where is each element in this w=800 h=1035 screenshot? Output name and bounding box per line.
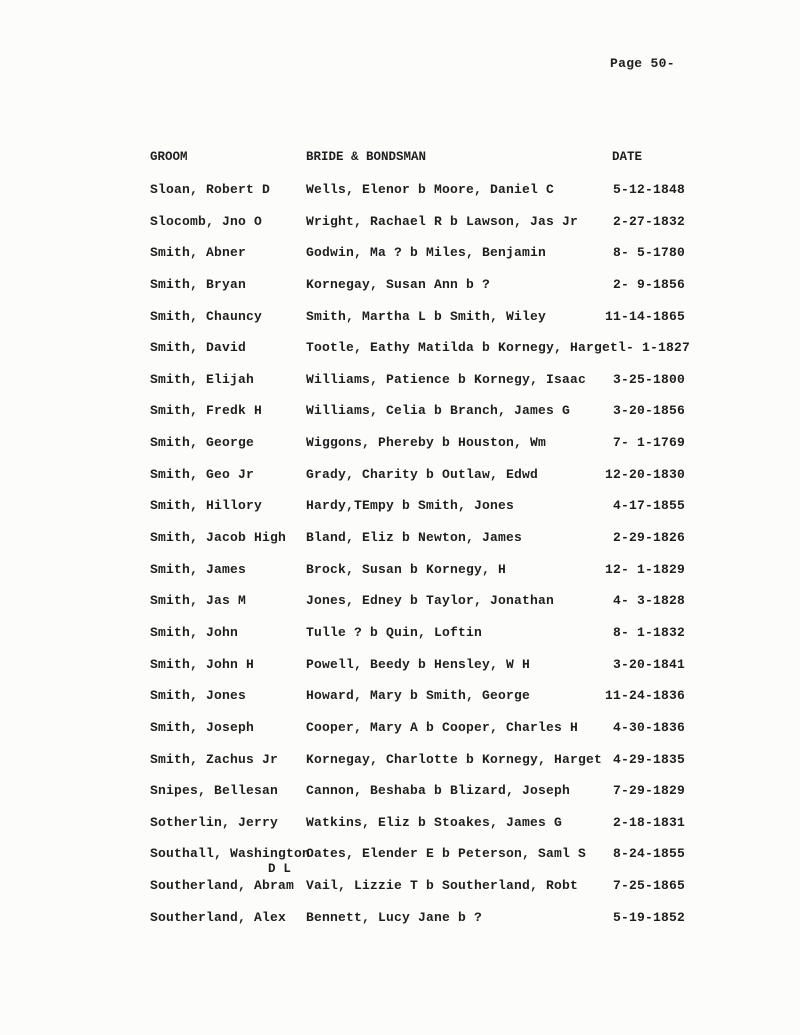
- groom-name: Smith, Jones: [150, 688, 247, 704]
- record-row: [0, 846, 800, 878]
- record-row: [0, 593, 800, 625]
- record-row: [0, 657, 800, 689]
- marriage-records-list: [0, 182, 800, 941]
- bride-and-bondsman: Grady, Charity b Outlaw, Edwd: [306, 466, 539, 482]
- groom-name: Sotherlin, Jerry: [150, 814, 279, 830]
- groom-name: Smith, Fredk H: [150, 403, 263, 419]
- groom-name: Smith, David: [150, 340, 247, 356]
- groom-name: Southall, Washington: [150, 846, 311, 862]
- groom-name: Smith, John: [150, 624, 239, 640]
- bride-and-bondsman: Williams, Celia b Branch, James G: [306, 403, 571, 419]
- bride-and-bondsman: Wiggons, Phereby b Houston, Wm: [306, 435, 547, 451]
- record-row: [0, 372, 800, 404]
- bride-and-bondsman: Kornegay, Susan Ann b ?: [306, 276, 491, 292]
- record-row: [0, 562, 800, 594]
- groom-name: Smith, Geo Jr: [150, 466, 255, 482]
- groom-name: Smith, Chauncy: [150, 308, 263, 324]
- marriage-date: 3-20-1841: [612, 656, 685, 672]
- bride-and-bondsman: Vail, Lizzie T b Southerland, Robt: [306, 878, 579, 894]
- bride-and-bondsman: Godwin, Ma ? b Miles, Benjamin: [306, 245, 547, 261]
- marriage-date: 3-25-1800: [612, 371, 685, 387]
- bride-and-bondsman: Wright, Rachael R b Lawson, Jas Jr: [306, 213, 579, 229]
- record-row: [0, 910, 800, 942]
- bride-and-bondsman: Smith, Martha L b Smith, Wiley: [306, 308, 547, 324]
- bride-and-bondsman: Bennett, Lucy Jane b ?: [306, 909, 483, 925]
- groom-name: Smith, Jas M: [150, 593, 247, 609]
- marriage-date: 2-27-1832: [612, 213, 685, 229]
- marriage-date: 2-29-1826: [612, 530, 685, 546]
- bride-bondsman-column-header: BRIDE & BONDSMAN: [306, 150, 427, 164]
- date-column-header: DATE: [612, 150, 643, 164]
- bride-and-bondsman: Brock, Susan b Kornegy, H: [306, 561, 507, 577]
- groom-name: Sloan, Robert D: [150, 182, 271, 197]
- record-row: [0, 309, 800, 341]
- bride-and-bondsman: Powell, Beedy b Hensley, W H: [306, 656, 531, 672]
- record-row: [0, 530, 800, 562]
- groom-name: Smith, John H: [150, 656, 255, 672]
- record-row: [0, 403, 800, 435]
- bride-and-bondsman: Kornegay, Charlotte b Kornegy, Harget: [306, 751, 603, 767]
- marriage-date: 4-17-1855: [612, 498, 685, 514]
- record-row: [0, 277, 800, 309]
- groom-name-continuation: D L: [268, 862, 292, 877]
- marriage-date: 8- 1-1832: [612, 624, 685, 640]
- marriage-date: 3-20-1856: [612, 403, 685, 419]
- marriage-date: 4-30-1836: [612, 719, 685, 735]
- record-row: [0, 340, 800, 372]
- bride-and-bondsman: Oates, Elender E b Peterson, Saml S: [306, 846, 587, 862]
- groom-name: Smith, Hillory: [150, 498, 263, 514]
- bride-and-bondsman: Hardy,TEmpy b Smith, Jones: [306, 498, 515, 514]
- record-row: [0, 435, 800, 467]
- bride-and-bondsman: Watkins, Eliz b Stoakes, James G: [306, 814, 563, 830]
- groom-name: Smith, Jacob High: [150, 530, 287, 546]
- groom-name: Smith, Joseph: [150, 719, 255, 735]
- table-header: [0, 150, 800, 168]
- groom-name: Smith, Zachus Jr: [150, 751, 279, 767]
- record-row: [0, 783, 800, 815]
- record-row: [0, 878, 800, 910]
- record-row: [0, 625, 800, 657]
- groom-name: Southerland, Abram: [150, 878, 295, 894]
- record-row: [0, 498, 800, 530]
- record-row: [0, 720, 800, 752]
- marriage-date: 8-24-1855: [612, 846, 685, 862]
- page-number: Page 50-: [610, 56, 675, 71]
- groom-name: Southerland, Alex: [150, 909, 287, 925]
- groom-name: Smith, Abner: [150, 245, 247, 261]
- groom-name: Smith, Bryan: [150, 276, 247, 292]
- marriage-date: 5-19-1852: [612, 909, 685, 925]
- marriage-date: 7-29-1829: [612, 783, 685, 799]
- record-row: [0, 245, 800, 277]
- marriage-date: 8- 5-1780: [612, 245, 685, 261]
- groom-name: Smith, James: [150, 561, 247, 577]
- marriage-date: 2-18-1831: [612, 814, 685, 830]
- marriage-date: 7- 1-1769: [612, 435, 685, 451]
- bride-and-bondsman: Tootle, Eathy Matilda b Kornegy, Hargetl- 1-1827: [306, 340, 691, 356]
- marriage-date: 11-14-1865: [604, 308, 685, 324]
- marriage-date: 4-29-1835: [612, 751, 685, 767]
- marriage-date: 7-25-1865: [612, 878, 685, 894]
- record-row: [0, 752, 800, 784]
- groom-name: Slocomb, Jno O: [150, 213, 263, 229]
- record-row: [0, 688, 800, 720]
- marriage-date: 12- 1-1829: [604, 561, 685, 577]
- marriage-date: 12-20-1830: [604, 466, 685, 482]
- groom-name: Smith, George: [150, 435, 255, 451]
- groom-name: Snipes, Bellesan: [150, 783, 279, 799]
- groom-name: Smith, Elijah: [150, 371, 255, 387]
- marriage-date: 2- 9-1856: [612, 276, 685, 292]
- groom-column-header: GROOM: [150, 150, 188, 164]
- bride-and-bondsman: Bland, Eliz b Newton, James: [306, 530, 523, 546]
- marriage-date: 5-12-1848: [612, 182, 685, 197]
- marriage-date: 4- 3-1828: [612, 593, 685, 609]
- bride-and-bondsman: Howard, Mary b Smith, George: [306, 688, 531, 704]
- bride-and-bondsman: Williams, Patience b Kornegy, Isaac: [306, 371, 587, 387]
- bride-and-bondsman: Cannon, Beshaba b Blizard, Joseph: [306, 783, 571, 799]
- record-row: [0, 815, 800, 847]
- record-row: [0, 467, 800, 499]
- bride-and-bondsman: Tulle ? b Quin, Loftin: [306, 624, 483, 640]
- bride-and-bondsman: Wells, Elenor b Moore, Daniel C: [306, 182, 555, 197]
- record-row: [0, 214, 800, 246]
- bride-and-bondsman: Cooper, Mary A b Cooper, Charles H: [306, 719, 579, 735]
- marriage-date: 11-24-1836: [604, 688, 685, 704]
- bride-and-bondsman: Jones, Edney b Taylor, Jonathan: [306, 593, 555, 609]
- record-row: [0, 182, 800, 214]
